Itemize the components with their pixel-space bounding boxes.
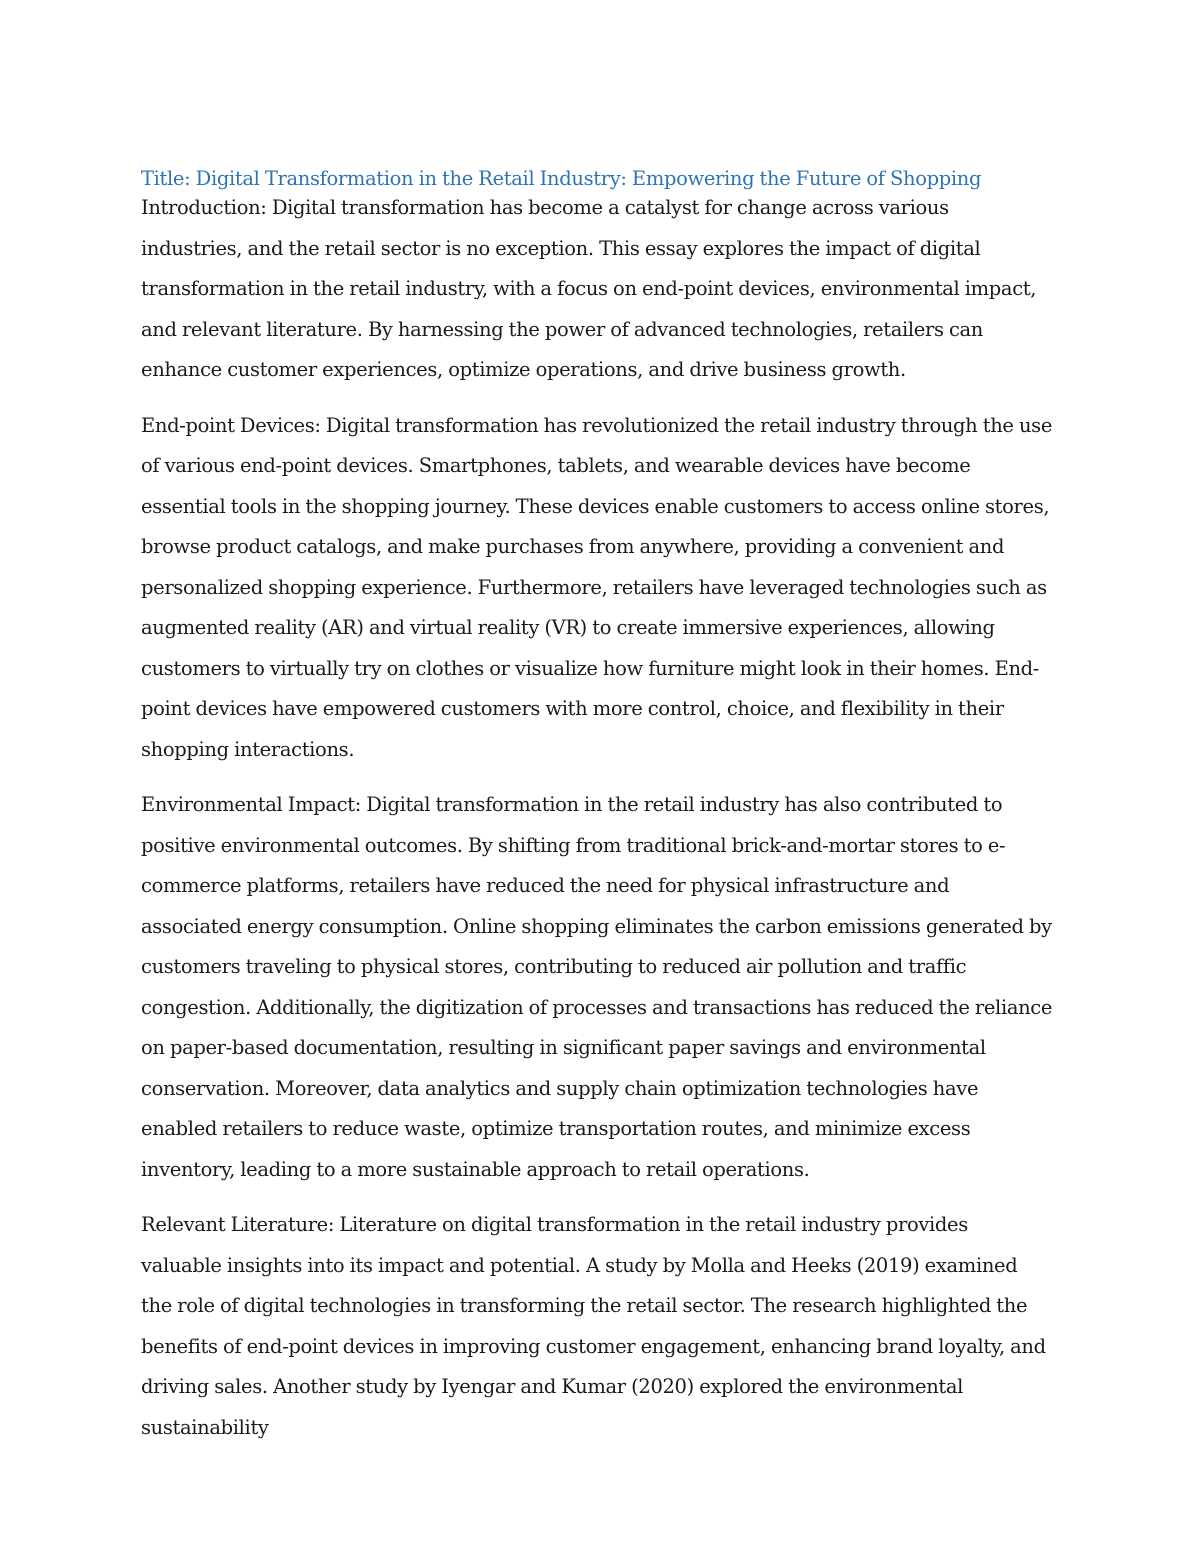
paragraph-introduction: Introduction: Digital transformation has become a catalyst for change across various industries, and the retail sector is no exception. This essay explores the impact of digital transformation in the retail industry, with a focus on end-point devices, environmental impact, and relevant literature. By harnessing the power of advanced technologies, retailers can enhance customer experiences, optimize operations, and drive business growth. [141, 196, 1037, 381]
document-title: Title: Digital Transformation in the Retail Industry: Empowering the Future of Shopping [141, 167, 982, 190]
paragraph-environmental-impact: Environmental Impact: Digital transformation in the retail industry has also contributed to positive environmental outcomes. By shifting from traditional brick-and-mortar stores to e-commerce platforms, retailers have reduced the need for physical infrastructure and associated energy consumption. Online shopping eliminates the carbon emissions generated by customers traveling to physical stores, contributing to reduced air pollution and traffic congestion. Additionally, the digitization of processes and transactions has reduced the reliance on paper-based documentation, resulting in significant paper savings and environmental conservation. Moreover, data analytics and supply chain optimization technologies have enabled retailers to reduce waste, optimize transportation routes, and minimize excess inventory, leading to a more sustainable approach to retail operations. [141, 793, 1053, 1181]
document-body [141, 163, 1053, 1463]
paragraph-end-point-devices: End-point Devices: Digital transformation has revolutionized the retail industry through the use of various end-point devices. Smartphones, tablets, and wearable devices have become essential tools in the shopping journey. These devices enable customers to access online stores, browse product catalogs, and make purchases from anywhere, providing a convenient and personalized shopping experience. Furthermore, retailers have leveraged technologies such as augmented reality (AR) and virtual reality (VR) to create immersive experiences, allowing customers to virtually try on clothes or visualize how furniture might look in their homes. End-point devices have empowered customers with more control, choice, and flexibility in their shopping interactions. [141, 413, 1053, 761]
paragraph-relevant-literature: Relevant Literature: Literature on digital transformation in the retail industry provides valuable insights into its impact and potential. A study by Molla and Heeks (2019) examined the role of digital technologies in transforming the retail sector. The research highlighted the benefits of end-point devices in improving customer engagement, enhancing brand loyalty, and driving sales. Another study by Iyengar and Kumar (2020) explored the environmental sustainability [141, 1213, 1046, 1439]
